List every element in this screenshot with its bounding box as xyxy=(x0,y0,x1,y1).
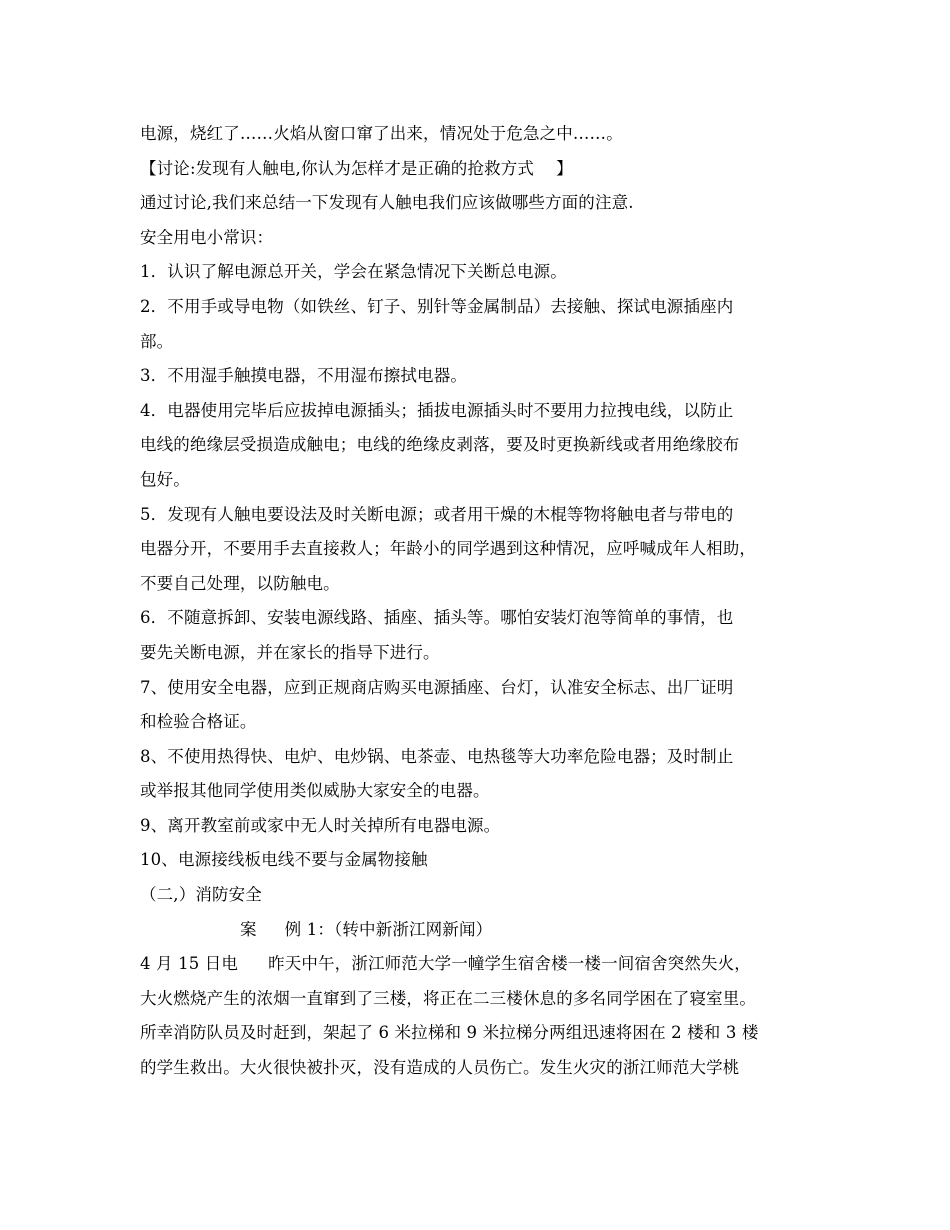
list-item-continued: 不要自己处理，以防触电。 xyxy=(140,573,340,593)
case-title xyxy=(140,913,820,948)
list-item: 3．不用湿手触摸电器，不用湿布擦拭电器。 xyxy=(140,366,467,386)
list-item: 4．电器使用完毕后应拔掉电源插头；插拔电源插头时不要用力拉拽电线，以防止 xyxy=(140,400,734,420)
list-item: 2．不用手或导电物（如铁丝、钉子、别针等金属制品）去接触、探试电源插座内 xyxy=(140,296,734,316)
list-item-continued: 电线的绝缘层受损造成触电；电线的绝缘皮剥落，要及时更换新线或者用绝缘胶布 xyxy=(140,435,740,455)
text-line: 通过讨论,我们来总结一下发现有人触电我们应该做哪些方面的注意. xyxy=(140,193,634,213)
list-item: 1．认识了解电源总开关，学会在紧急情况下关断总电源。 xyxy=(140,262,567,282)
news-line: 的学生救出。大火很快被扑灭，没有造成的人员伤亡。发生火灾的浙江师范大学桃 xyxy=(140,1058,740,1078)
list-item: 9、离开教室前或家中无人时关掉所有电器电源。 xyxy=(140,815,501,835)
text-line: 电源，烧红了……火焰从窗口窜了出来，情况处于危急之中……。 xyxy=(140,124,623,143)
news-text: 昨天中午，浙江师范大学一幢学生宿舍楼一楼一间宿舍突然失火， xyxy=(268,954,751,974)
list-item-continued: 要先关断电源，并在家长的指导下进行。 xyxy=(140,642,440,662)
list-item: 7、使用安全电器，应到正规商店购买电源插座、台灯，认准安全标志、出厂证明 xyxy=(140,677,734,697)
news-line xyxy=(140,947,820,982)
document-body xyxy=(140,117,820,1086)
case-title-part1: 案 xyxy=(240,919,257,939)
section-heading: （二,）消防安全 xyxy=(140,885,262,905)
list-item: 8、不使用热得快、电炉、电炒锅、电茶壶、电热毯等大功率危险电器；及时制止 xyxy=(140,746,734,766)
news-date: 4 月 15 日电 xyxy=(140,954,239,974)
list-item: 5．发现有人触电要设法及时关断电源；或者用干燥的木棍等物将触电者与带电的 xyxy=(140,504,734,524)
list-item-continued: 电器分开，不要用手去直接救人；年龄小的同学遇到这种情况，应呼喊成年人相助， xyxy=(140,539,757,559)
news-line: 所幸消防队员及时赶到，架起了 6 米拉梯和 9 米拉梯分两组迅速将困在 2 楼和 3 楼 xyxy=(140,1023,759,1043)
list-item-continued: 或举报其他同学使用类似威胁大家安全的电器。 xyxy=(140,781,490,801)
list-item: 10、电源接线板电线不要与金属物接触 xyxy=(140,850,428,870)
news-line: 大火燃烧产生的浓烟一直窜到了三楼，将正在二三楼休息的多名同学困在了寝室里。 xyxy=(140,988,757,1008)
list-item-continued: 和检验合格证。 xyxy=(140,712,257,732)
section-heading: 安全用电小常识： xyxy=(140,227,274,247)
list-item-continued: 包好。 xyxy=(140,469,190,489)
case-title-part2: 例 1：（转中新浙江网新闻） xyxy=(284,919,493,939)
list-item-continued: 部。 xyxy=(140,331,174,351)
discussion-line: 【讨论:发现有人触电,你认为怎样才是正确的抢救方式 】 xyxy=(140,158,573,178)
list-item: 6．不随意拆卸、安装电源线路、插座、插头等。哪怕安装灯泡等简单的事情，也 xyxy=(140,608,734,628)
